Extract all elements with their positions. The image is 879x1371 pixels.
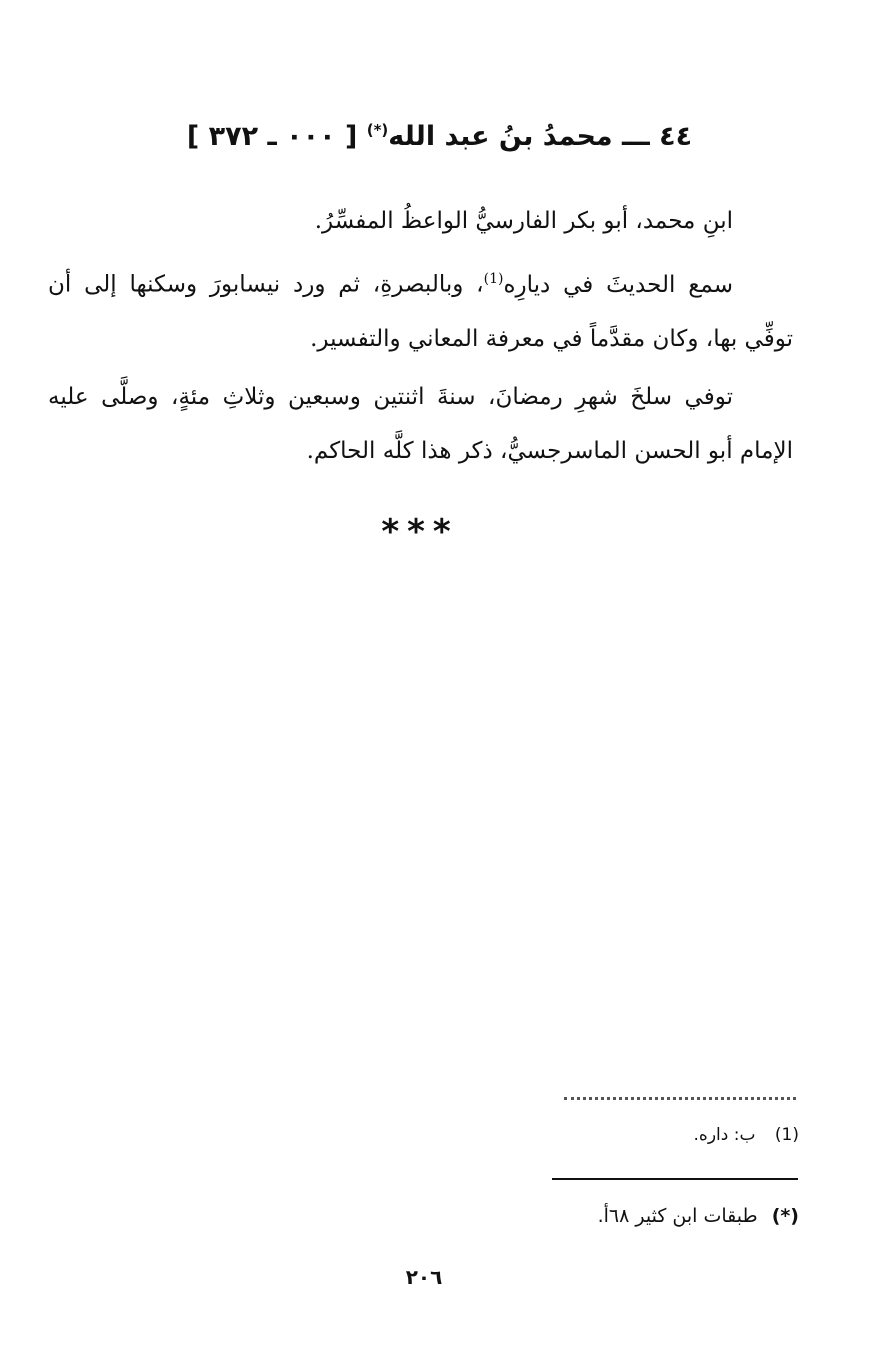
source-marker: (*) bbox=[366, 121, 389, 139]
paragraph-death bbox=[48, 370, 793, 478]
paragraph-study-start: سمع الحديثَ في ديارِه bbox=[503, 271, 733, 298]
source-rule bbox=[552, 1178, 798, 1180]
footnote-number: (1) bbox=[774, 1125, 799, 1145]
paragraph-study bbox=[48, 252, 793, 366]
paragraph-death-text: توفي سلخَ شهرِ رمضانَ، سنةَ اثنتين وسبعين وثلاثِ مئةٍ، وصلَّى عليه الإمام أبو الحسن الماسرجسيُّ، ذكر هذا كلَّه الحاكم. bbox=[48, 383, 793, 464]
paragraph-lineage: ابنِ محمد، أبو بكر الفارسيُّ الواعظُ المفسِّرُ. bbox=[314, 208, 733, 234]
source-note-marker: (*) bbox=[771, 1205, 799, 1227]
source-note-text: طبقات ابن كثير ٦٨أ. bbox=[597, 1205, 758, 1227]
footnote-dotted-rule bbox=[564, 1097, 796, 1100]
footnote bbox=[694, 1120, 799, 1150]
source-note bbox=[598, 1200, 799, 1232]
entry-heading bbox=[120, 108, 759, 159]
heading-separator: ـــ bbox=[622, 121, 650, 152]
entry-dates: [ ٠٠٠ ـ ٣٧٢ ] bbox=[186, 121, 358, 152]
entry-body bbox=[48, 194, 793, 482]
entry-name: محمدُ بنُ عبد الله bbox=[388, 121, 613, 152]
paragraph-study-rest: ، وبالبصرةِ، ثم ورد نيسابورَ وسكنها إلى أن توفِّي بها، وكان مقدَّماً في معرفة المعاني والتفسير. bbox=[48, 271, 793, 352]
entry-number: ٤٤ bbox=[659, 121, 693, 152]
footnote-reference: (1) bbox=[483, 271, 504, 287]
footnote-text: ب: داره. bbox=[693, 1125, 756, 1145]
section-separator-stars: *** bbox=[381, 512, 459, 552]
page-number: ٢٠٦ bbox=[405, 1265, 443, 1289]
